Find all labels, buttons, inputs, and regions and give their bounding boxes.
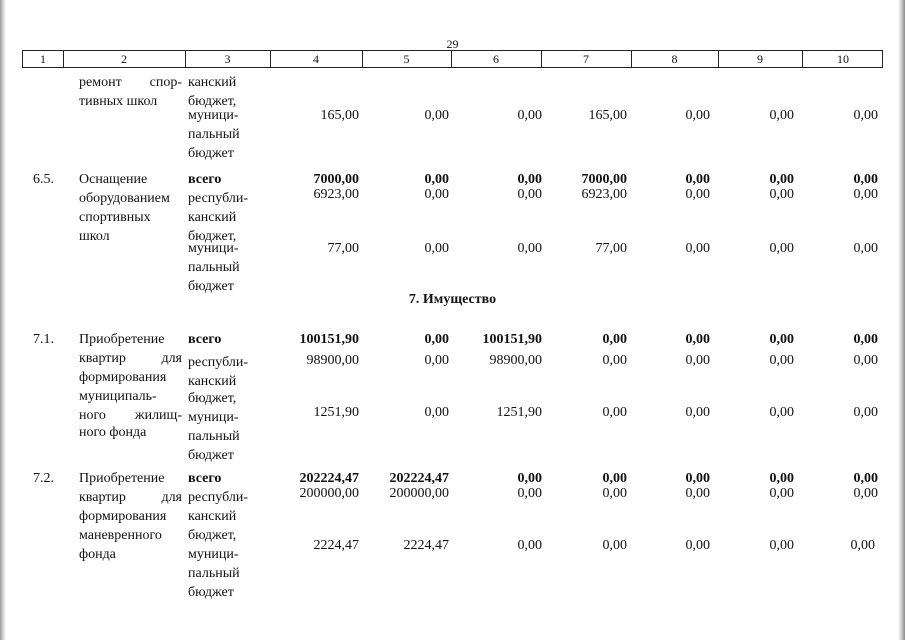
cell-value: 0,00 — [850, 538, 875, 553]
cell-value: 6923,00 — [313, 187, 359, 202]
cell-value: 0,00 — [424, 108, 449, 123]
budget-label: республи- — [188, 355, 248, 370]
budget-label: бюджет, — [188, 528, 237, 543]
cell-value: 0,00 — [517, 172, 542, 187]
column-number: 5 — [403, 52, 410, 66]
cell-value: 98900,00 — [489, 353, 542, 368]
budget-label: бюджет, — [188, 94, 237, 109]
cell-value: 0,00 — [769, 538, 794, 553]
budget-label: муници- — [188, 547, 239, 562]
cell-value: 0,00 — [853, 241, 878, 256]
cell-value: 100151,90 — [482, 332, 542, 347]
cell-value: 0,00 — [517, 538, 542, 553]
cell-value: 0,00 — [685, 108, 710, 123]
budget-label: муници- — [188, 108, 239, 123]
row-name-line: ного жилищ- — [79, 408, 182, 423]
cell-value: 77,00 — [595, 241, 627, 256]
cell-value: 0,00 — [685, 405, 710, 420]
cell-value: 0,00 — [853, 332, 878, 347]
budget-label: бюджет — [188, 146, 234, 161]
row-name-line: Оснащение — [79, 172, 148, 187]
cell-value: 0,00 — [517, 486, 542, 501]
cell-value: 0,00 — [853, 405, 878, 420]
cell-value: 0,00 — [517, 241, 542, 256]
page-number: 29 — [446, 37, 459, 51]
cell-value: 202224,47 — [299, 471, 359, 486]
cell-value: 202224,47 — [389, 471, 449, 486]
cell-value: 0,00 — [769, 108, 794, 123]
column-number: 1 — [40, 52, 46, 66]
cell-value: 0,00 — [602, 332, 627, 347]
row-name-line: квартир для — [79, 490, 182, 505]
row-number: 6.5. — [33, 172, 54, 187]
cell-value: 0,00 — [769, 486, 794, 501]
cell-value: 0,00 — [685, 538, 710, 553]
cell-value: 0,00 — [424, 353, 449, 368]
column-number: 8 — [671, 52, 678, 66]
row-name-line: ного фонда — [79, 425, 147, 440]
column-number: 10 — [837, 52, 849, 66]
cell-value: 98900,00 — [306, 353, 359, 368]
cell-value: 0,00 — [853, 353, 878, 368]
budget-label: республи- — [188, 191, 248, 206]
cell-value: 0,00 — [685, 353, 710, 368]
cell-value: 0,00 — [685, 486, 710, 501]
cell-value: 0,00 — [424, 172, 449, 187]
column-number: 3 — [224, 52, 231, 66]
cell-value: 0,00 — [685, 241, 710, 256]
cell-value: 0,00 — [853, 486, 878, 501]
row-name-line: оборудованием — [79, 191, 170, 206]
cell-value: 0,00 — [769, 405, 794, 420]
budget-label: муници- — [188, 410, 239, 425]
row-name-line: формирования — [79, 509, 167, 524]
budget-label: пальный — [188, 429, 240, 444]
cell-value: 0,00 — [424, 241, 449, 256]
row-number: 7.1. — [33, 332, 54, 347]
budget-label: бюджет — [188, 585, 234, 600]
column-number: 7 — [583, 52, 589, 66]
budget-label: муници- — [188, 241, 239, 256]
cell-value: 0,00 — [602, 486, 627, 501]
cell-value: 0,00 — [769, 332, 794, 347]
cell-value: 0,00 — [424, 405, 449, 420]
column-number: 6 — [493, 52, 499, 66]
cell-value: 165,00 — [320, 108, 359, 123]
cell-value: 165,00 — [588, 108, 627, 123]
row-name-line: маневренного — [79, 528, 162, 543]
cell-value: 7000,00 — [581, 172, 627, 187]
cell-value: 2224,47 — [403, 538, 449, 553]
cell-value: 0,00 — [685, 471, 710, 486]
budget-label: канский — [188, 75, 237, 90]
row-name-line: формирования — [79, 370, 167, 385]
budget-label-total: всего — [188, 172, 222, 187]
row-name-line: ремонт спор- — [79, 75, 182, 90]
cell-value: 200000,00 — [299, 486, 359, 501]
budget-label: пальный — [188, 566, 240, 581]
budget-label: бюджет, — [188, 391, 237, 406]
cell-value: 0,00 — [853, 471, 878, 486]
cell-value: 0,00 — [517, 187, 542, 202]
cell-value: 0,00 — [517, 108, 542, 123]
budget-label: пальный — [188, 260, 240, 275]
cell-value: 0,00 — [602, 471, 627, 486]
budget-label: канский — [188, 210, 237, 225]
column-number: 9 — [757, 52, 763, 66]
row-name-line: муниципаль- — [79, 389, 157, 404]
scan-right-edge — [898, 0, 905, 640]
row-name-line: фонда — [79, 547, 116, 562]
cell-value: 0,00 — [853, 108, 878, 123]
cell-value: 0,00 — [769, 241, 794, 256]
cell-value: 0,00 — [685, 187, 710, 202]
budget-label: канский — [188, 509, 237, 524]
cell-value: 7000,00 — [313, 172, 359, 187]
row-name-line: спортивных — [79, 210, 151, 225]
row-name-line: Приобретение — [79, 332, 165, 347]
cell-value: 0,00 — [685, 332, 710, 347]
budget-label: канский — [188, 374, 237, 389]
row-name-line: тивных школ — [79, 94, 158, 109]
column-number: 2 — [121, 52, 127, 66]
row-number: 7.2. — [33, 471, 54, 486]
row-name-line: Приобретение — [79, 471, 165, 486]
cell-value: 1251,90 — [496, 405, 542, 420]
scan-left-edge — [0, 0, 6, 640]
cell-value: 0,00 — [769, 187, 794, 202]
column-number-header — [22, 50, 883, 68]
cell-value: 100151,90 — [299, 332, 359, 347]
cell-value: 0,00 — [769, 353, 794, 368]
cell-value: 0,00 — [685, 172, 710, 187]
cell-value: 200000,00 — [389, 486, 449, 501]
row-name-line: квартир для — [79, 351, 182, 366]
budget-label-total: всего — [188, 332, 222, 347]
cell-value: 0,00 — [769, 471, 794, 486]
cell-value: 0,00 — [602, 353, 627, 368]
cell-value: 0,00 — [853, 187, 878, 202]
section-title: 7. Имущество — [408, 292, 497, 307]
cell-value: 0,00 — [517, 471, 542, 486]
cell-value: 0,00 — [853, 172, 878, 187]
budget-label: бюджет — [188, 279, 234, 294]
column-number: 4 — [313, 52, 319, 66]
budget-label-total: всего — [188, 471, 222, 486]
budget-label: бюджет — [188, 448, 234, 463]
budget-label: бюджет, — [188, 229, 237, 244]
cell-value: 77,00 — [327, 241, 359, 256]
cell-value: 0,00 — [424, 332, 449, 347]
cell-value: 0,00 — [769, 172, 794, 187]
cell-value: 0,00 — [424, 187, 449, 202]
cell-value: 0,00 — [602, 405, 627, 420]
cell-value: 1251,90 — [313, 405, 359, 420]
row-name-line: школ — [79, 229, 110, 244]
cell-value: 6923,00 — [581, 187, 627, 202]
budget-label: республи- — [188, 490, 248, 505]
cell-value: 2224,47 — [313, 538, 359, 553]
budget-label: пальный — [188, 127, 240, 142]
cell-value: 0,00 — [602, 538, 627, 553]
